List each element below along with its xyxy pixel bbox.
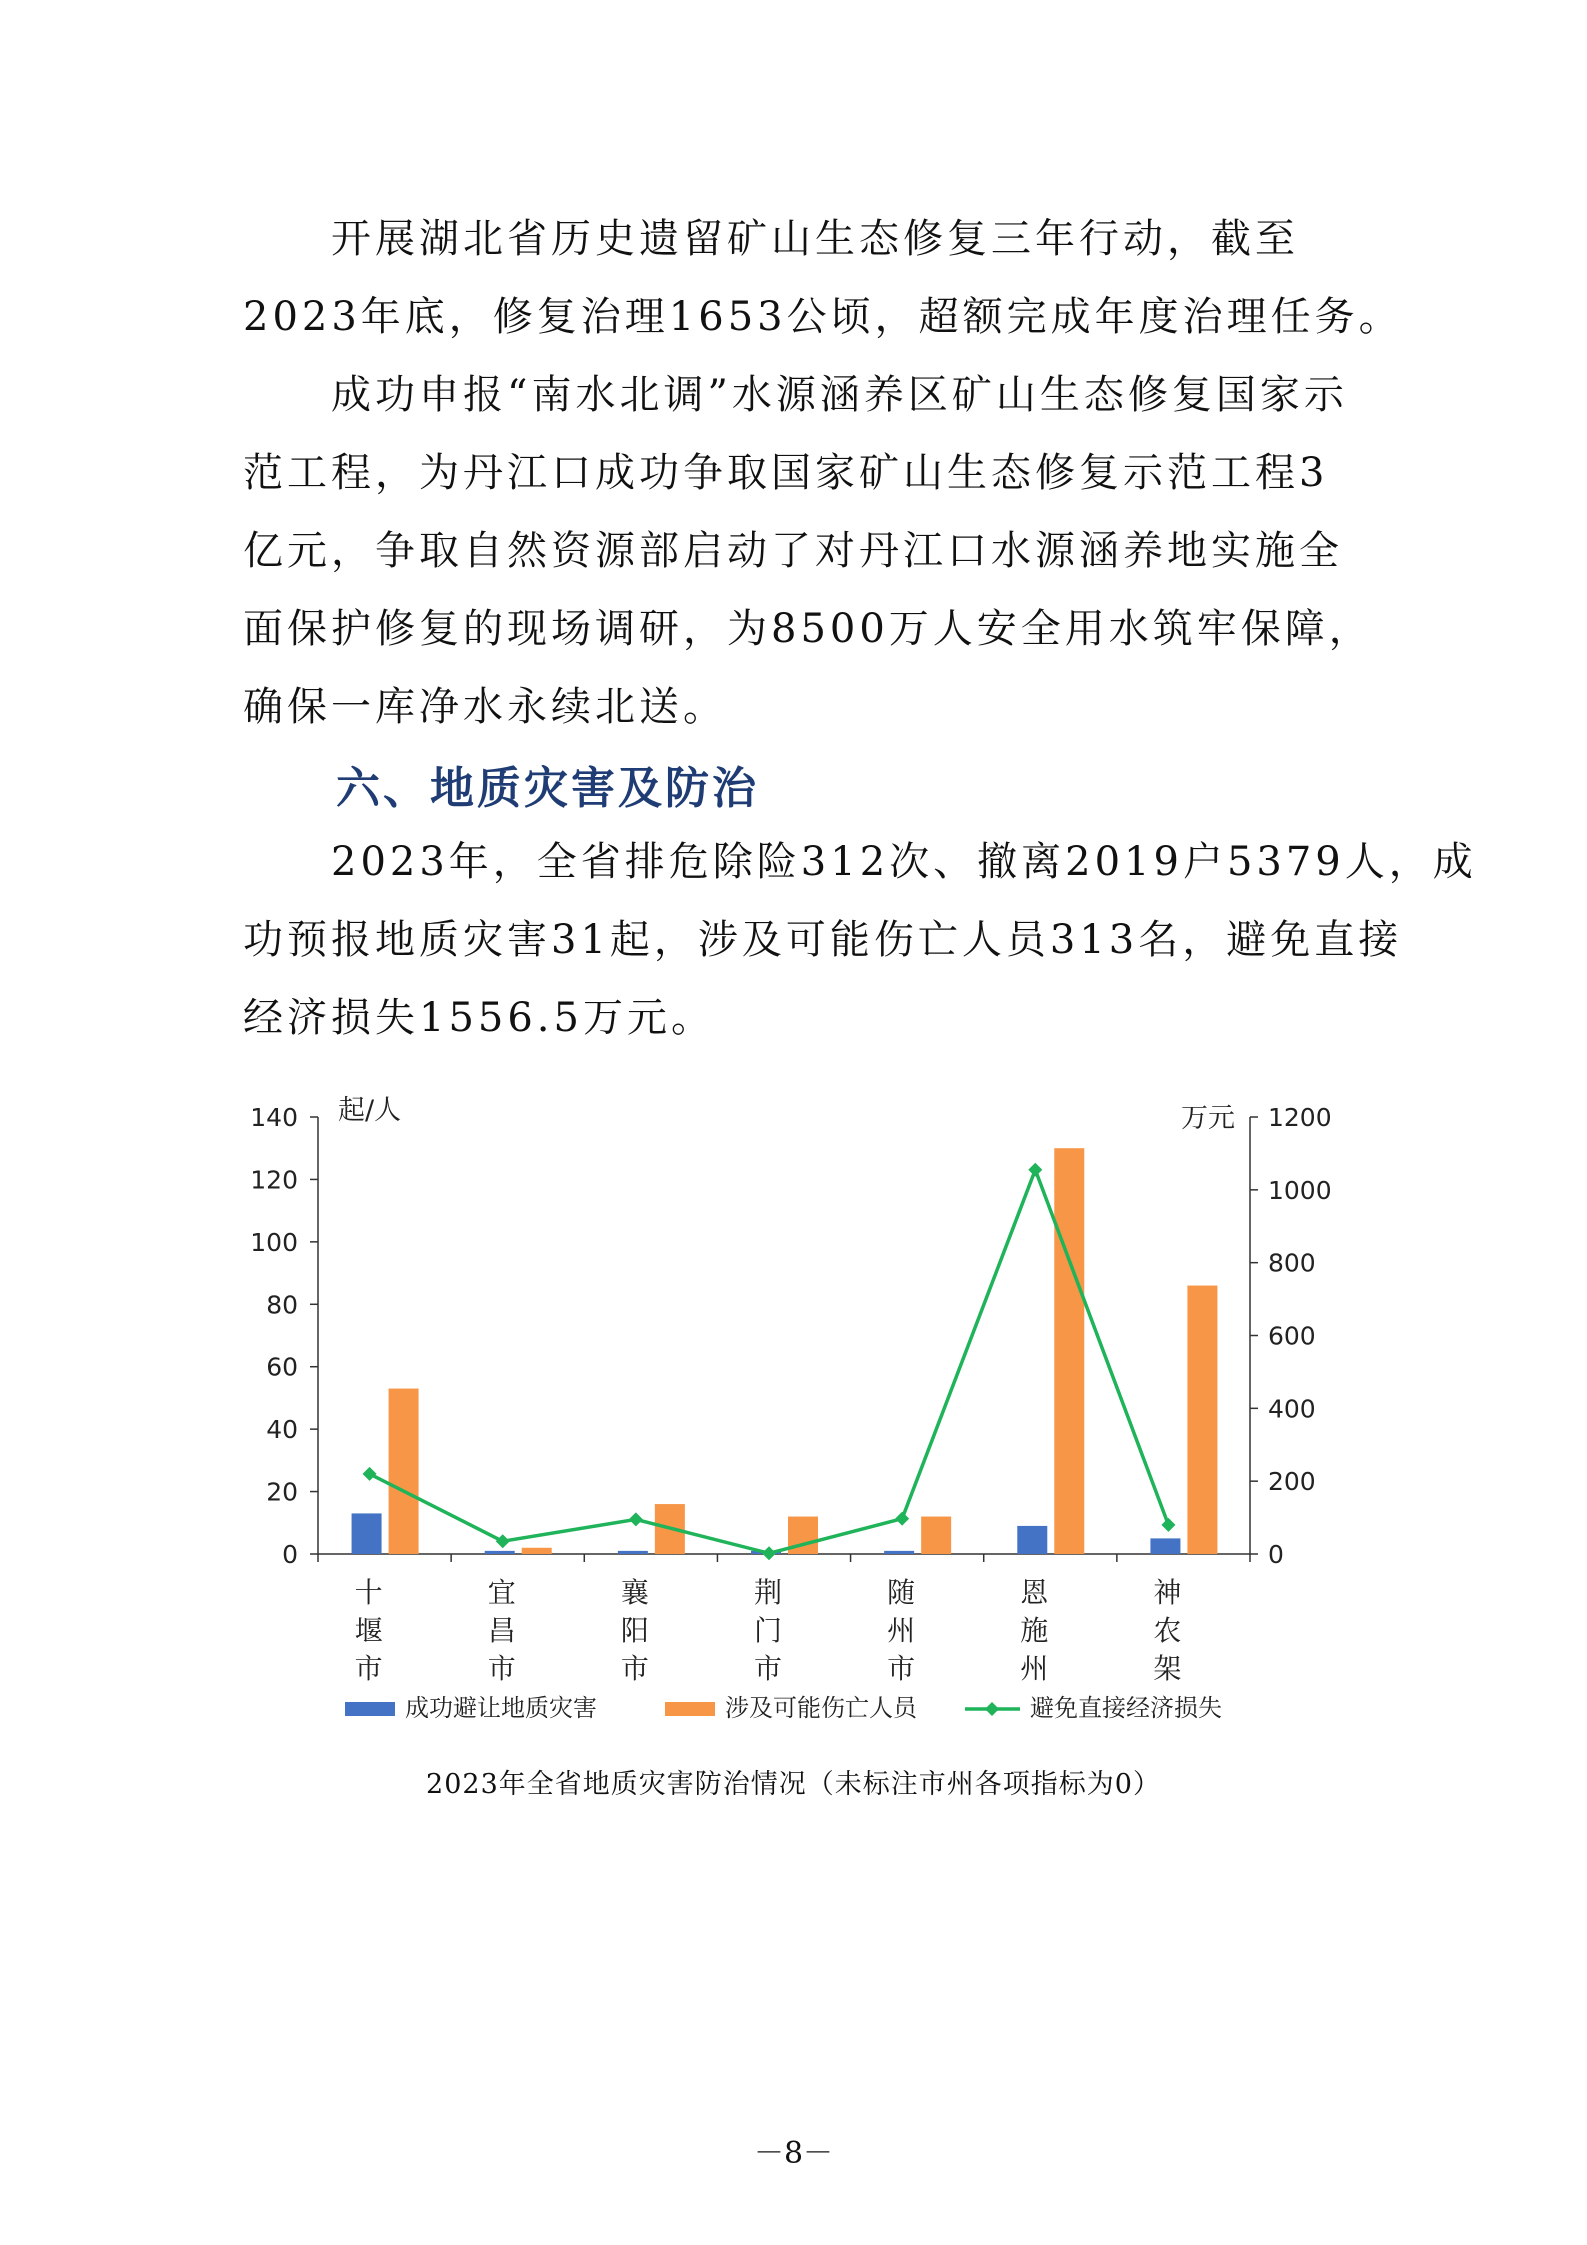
- left-tick-label: 140: [250, 1103, 298, 1132]
- paragraph-ecological-restoration: [243, 200, 1403, 356]
- line-point-marker: [1161, 1518, 1175, 1532]
- chart-caption: 2023年全省地质灾害防治情况（未标注市州各项指标为0）: [426, 1769, 1161, 1800]
- right-tick-label: 0: [1268, 1540, 1284, 1569]
- x-tick-label: 随: [887, 1576, 916, 1609]
- left-tick-label: 20: [266, 1477, 298, 1507]
- legend-label: 成功避让地质灾害: [405, 1694, 597, 1722]
- bar-people-involved: [522, 1548, 552, 1554]
- x-tick-label: 架: [1153, 1652, 1182, 1685]
- x-tick-label: 阳: [620, 1614, 649, 1647]
- left-axis-unit-label: 起/人: [338, 1095, 402, 1126]
- line-point-marker: [1028, 1163, 1042, 1177]
- page-number: －8－: [753, 2136, 834, 2171]
- line-point-marker: [762, 1546, 776, 1560]
- text-line: 开展湖北省历史遗留矿山生态修复三年行动，截至: [243, 216, 1299, 262]
- text-line: 范工程，为丹江口成功争取国家矿山生态修复示范工程3: [243, 450, 1329, 496]
- left-tick-label: 0: [282, 1540, 298, 1569]
- line-point-marker: [496, 1534, 510, 1548]
- right-tick-label: 1200: [1268, 1103, 1332, 1132]
- line-point-marker: [895, 1512, 909, 1526]
- section-heading: 六、地质灾害及防治: [336, 763, 759, 814]
- bar-avoided-disasters: [618, 1551, 648, 1554]
- x-tick-label: 宜: [487, 1576, 516, 1609]
- bar-avoided-disasters: [352, 1513, 382, 1554]
- geohazard-chart: [230, 1075, 1332, 1745]
- right-tick-label: 200: [1268, 1467, 1316, 1497]
- text-line: 功预报地质灾害31起，涉及可能伤亡人员313名，避免直接: [243, 917, 1403, 963]
- x-tick-label: 市: [354, 1652, 383, 1685]
- left-tick-label: 80: [266, 1290, 298, 1320]
- x-tick-label: 十: [354, 1576, 383, 1609]
- legend-label: 涉及可能伤亡人员: [725, 1694, 917, 1722]
- text-line: 经济损失1556.5万元。: [243, 995, 715, 1041]
- left-tick-label: 40: [266, 1415, 298, 1445]
- paragraph-geohazard-stats: [243, 823, 1477, 1057]
- bar-people-involved: [921, 1517, 951, 1554]
- right-tick-label: 400: [1268, 1394, 1316, 1424]
- legend-label: 避免直接经济损失: [1030, 1694, 1222, 1722]
- x-tick-label: 农: [1153, 1614, 1182, 1647]
- line-economic-loss-avoided: [370, 1170, 1169, 1553]
- x-tick-label: 州: [1020, 1652, 1049, 1685]
- right-tick-label: 1000: [1268, 1175, 1332, 1205]
- text-line: 2023年底，修复治理1653公顷，超额完成年度治理任务。: [243, 294, 1403, 340]
- text-line: 2023年，全省排危除险312次、撤离2019户5379人，成: [243, 839, 1477, 885]
- left-tick-label: 100: [250, 1227, 298, 1257]
- x-tick-label: 神: [1153, 1576, 1182, 1609]
- x-tick-label: 昌: [487, 1614, 516, 1647]
- bar-avoided-disasters: [884, 1551, 914, 1554]
- paragraph-south-north-water: [243, 356, 1373, 746]
- bar-avoided-disasters: [1150, 1538, 1180, 1554]
- x-tick-label: 市: [620, 1652, 649, 1685]
- x-tick-label: 堰: [354, 1614, 383, 1647]
- x-tick-label: 襄: [620, 1576, 649, 1609]
- legend-swatch-marker: [985, 1702, 999, 1716]
- left-tick-label: 120: [250, 1165, 298, 1195]
- line-point-marker: [629, 1512, 643, 1526]
- bar-people-involved: [1054, 1148, 1084, 1554]
- x-tick-label: 门: [753, 1614, 783, 1647]
- right-axis-unit-label: 万元: [1181, 1103, 1235, 1134]
- bar-avoided-disasters: [485, 1551, 515, 1554]
- x-tick-label: 市: [487, 1652, 516, 1685]
- text-line: 亿元，争取自然资源部启动了对丹江口水源涵养地实施全: [243, 528, 1343, 574]
- text-line: 成功申报“南水北调”水源涵养区矿山生态修复国家示: [243, 372, 1348, 418]
- x-tick-label: 市: [887, 1652, 916, 1685]
- text-line: 面保护修复的现场调研，为8500万人安全用水筑牢保障，: [243, 606, 1373, 652]
- right-tick-label: 600: [1268, 1321, 1316, 1351]
- legend-swatch-avoided-disasters: [345, 1702, 395, 1716]
- bar-people-involved: [389, 1389, 419, 1554]
- bar-avoided-disasters: [1017, 1526, 1047, 1554]
- x-tick-label: 荆: [753, 1576, 783, 1609]
- x-tick-label: 恩: [1020, 1576, 1049, 1609]
- x-tick-label: 施: [1020, 1614, 1049, 1647]
- bar-people-involved: [1187, 1286, 1217, 1554]
- text-line: 确保一库净水永续北送。: [243, 684, 727, 730]
- x-tick-label: 州: [887, 1614, 916, 1647]
- line-point-marker: [363, 1467, 377, 1481]
- legend-swatch-people-involved: [665, 1702, 715, 1716]
- left-tick-label: 60: [266, 1352, 298, 1382]
- right-tick-label: 800: [1268, 1248, 1316, 1278]
- x-tick-label: 市: [753, 1652, 783, 1685]
